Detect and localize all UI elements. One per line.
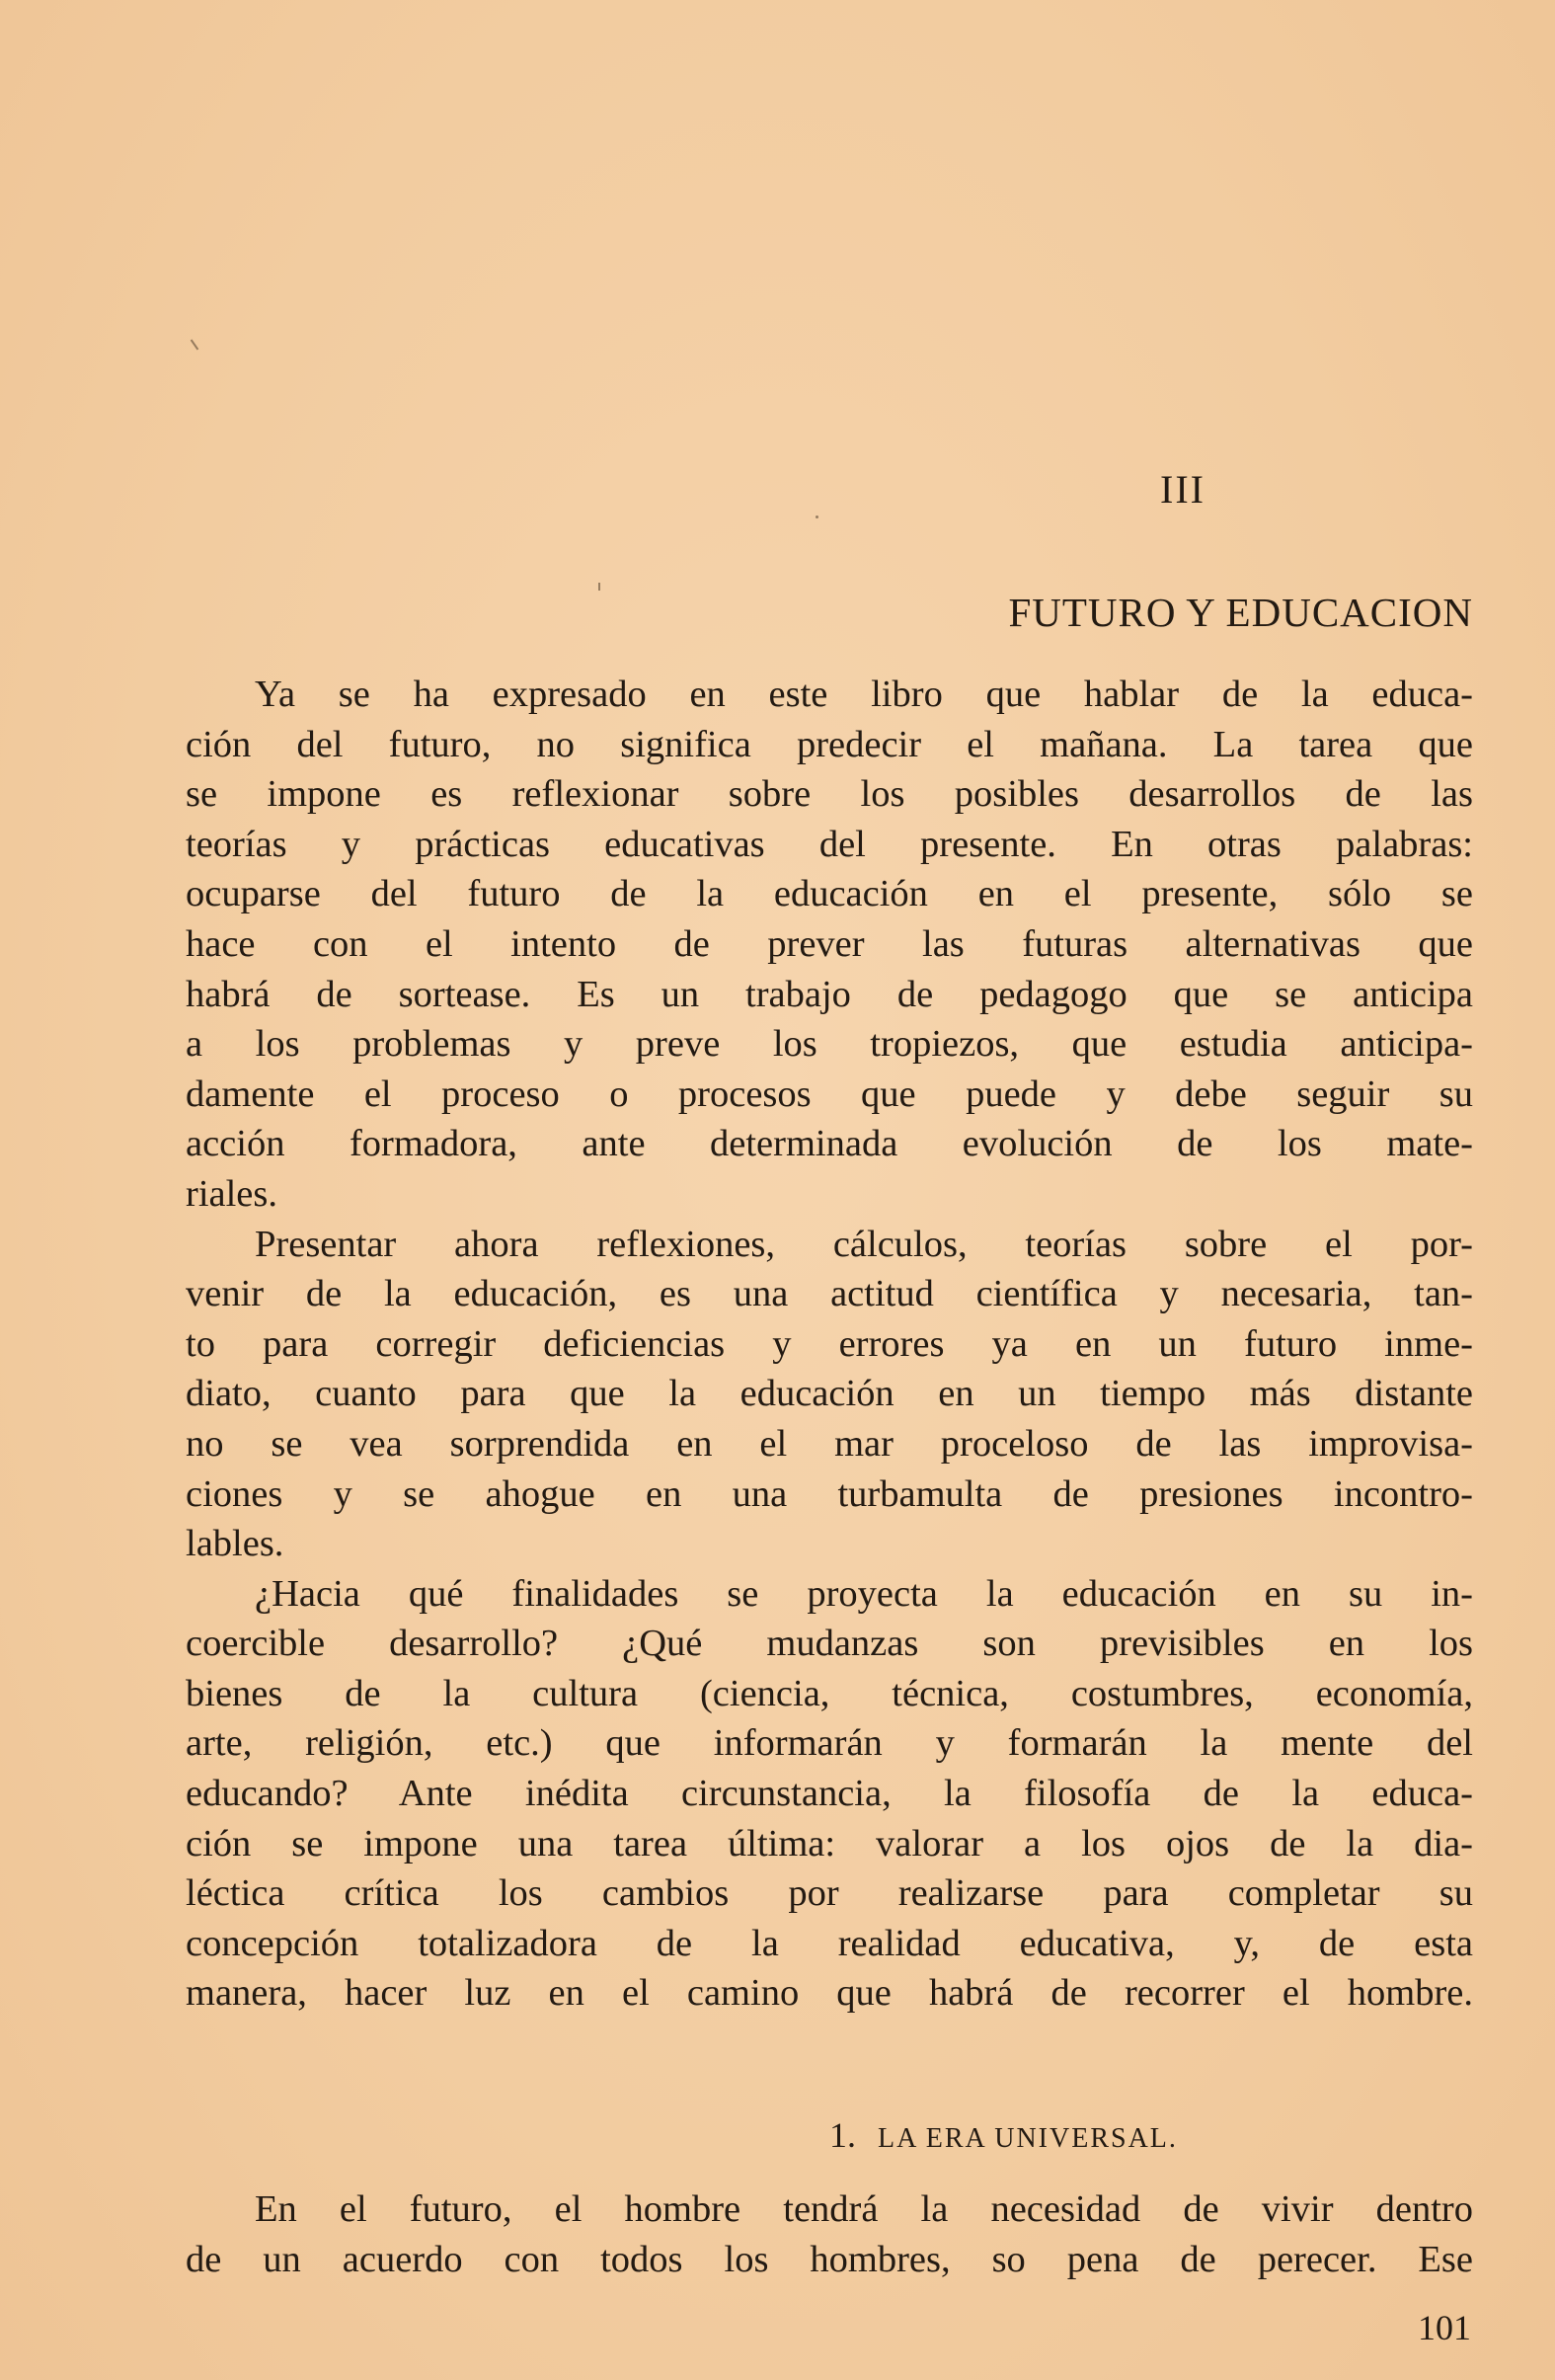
text-line: no se vea sorprendida en el mar proceloso de las improvisa-: [186, 1422, 1473, 1465]
text-line: concepción totalizadora de la realidad educativa, y, de esta: [186, 1922, 1473, 1964]
section-number: 1.: [829, 2115, 856, 2155]
text-line: manera, hacer luz en el camino que habrá de recorrer el hombre.: [186, 1972, 1473, 2015]
text-line: acción formadora, ante determinada evolución de los mate-: [186, 1123, 1473, 1165]
paper-speck: [816, 516, 818, 518]
text-line: ciones y se ahogue en una turbamulta de presiones incontro-: [186, 1472, 1473, 1515]
paragraph-1: [186, 670, 1473, 1220]
text-line: ción del futuro, no significa predecir el mañana. La tarea que: [186, 723, 1473, 765]
text-line: Ya se ha expresado en este libro que hablar de la educa-: [255, 674, 1473, 715]
text-line: arte, religión, etc.) que informarán y formarán la mente del: [186, 1722, 1473, 1765]
text-line: a los problemas y preve los tropiezos, que estudia anticipa-: [186, 1023, 1473, 1066]
text-line: ocuparse del futuro de la educación en el presente, sólo se: [186, 873, 1473, 915]
chapter-title: FUTURO Y EDUCACION: [1008, 590, 1473, 635]
section-body: [186, 2184, 1473, 2284]
text-line: coercible desarrollo? ¿Qué mudanzas son previsibles en los: [186, 1623, 1473, 1665]
text-line: ción se impone una tarea última: valorar a los ojos de la dia-: [186, 1822, 1473, 1864]
text-line: diato, cuanto para que la educación en un tiempo más distante: [186, 1373, 1473, 1415]
page-number: 101: [1418, 2308, 1471, 2347]
paper-speck: [191, 340, 199, 351]
paper-speck: [598, 583, 600, 591]
chapter-number: III: [1160, 467, 1205, 512]
section-heading: [829, 2114, 1178, 2156]
text-line: de un acuerdo con todos los hombres, so pena de perecer. Ese: [186, 2238, 1473, 2280]
text-line: hace con el intento de prever las futuras alternativas que: [186, 922, 1473, 965]
text-line: En el futuro, el hombre tendrá la necesidad de vivir dentro: [255, 2188, 1473, 2230]
text-line: to para corregir deficiencias y errores ya en un futuro inme-: [186, 1322, 1473, 1365]
paragraph-3: [186, 1569, 1473, 2019]
text-line: ¿Hacia qué finalidades se proyecta la educación en su in-: [255, 1572, 1473, 1615]
text-line: se impone es reflexionar sobre los posibles desarrollos de las: [186, 773, 1473, 816]
paragraph-2: [186, 1220, 1473, 1569]
text-line: léctica crítica los cambios por realizarse para completar su: [186, 1872, 1473, 1915]
chapter-body: [186, 670, 1473, 2019]
section-title: LA ERA UNIVERSAL.: [878, 2123, 1178, 2154]
text-line: habrá de sortease. Es un trabajo de pedagogo que se anticipa: [186, 973, 1473, 1015]
text-line: bienes de la cultura (ciencia, técnica, costumbres, economía,: [186, 1672, 1473, 1714]
text-line: Presentar ahora reflexiones, cálculos, teorías sobre el por-: [255, 1223, 1473, 1265]
text-line: lables.: [186, 1523, 284, 1565]
text-line: damente el proceso o procesos que puede y debe seguir su: [186, 1072, 1473, 1115]
text-line: venir de la educación, es una actitud científica y necesaria, tan-: [186, 1273, 1473, 1315]
text-line: educando? Ante inédita circunstancia, la filosofía de la educa-: [186, 1773, 1473, 1815]
text-line: riales.: [186, 1172, 277, 1215]
text-line: teorías y prácticas educativas del presente. En otras palabras:: [186, 823, 1473, 865]
